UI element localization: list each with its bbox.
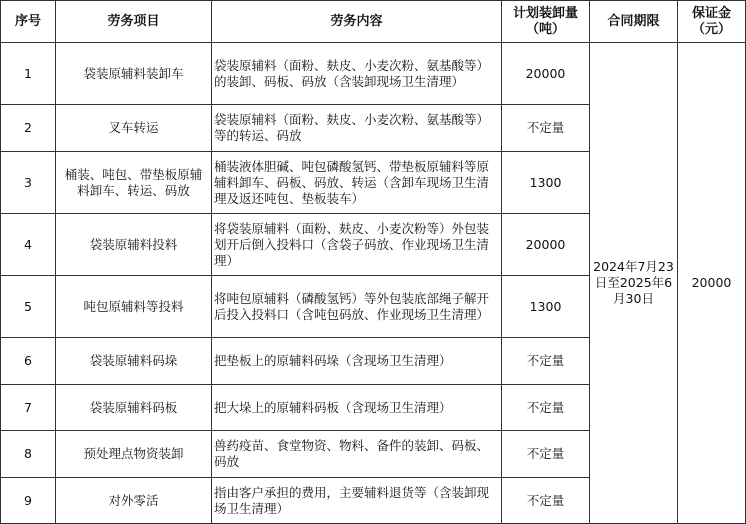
cell-seq: 9: [1, 478, 56, 524]
cell-volume: 不定量: [502, 105, 590, 152]
cell-deposit: 20000: [678, 43, 746, 524]
cell-seq: 5: [1, 276, 56, 338]
cell-item: 叉车转运: [56, 105, 212, 152]
cell-content: 指由客户承担的费用，主要辅料退货等（含装卸现场卫生清理）: [212, 478, 502, 524]
cell-volume: 20000: [502, 43, 590, 105]
cell-item: 袋装原辅料码垛: [56, 338, 212, 385]
cell-seq: 2: [1, 105, 56, 152]
cell-content: 袋装原辅料（面粉、麸皮、小麦次粉、氨基酸等）等的转运、码放: [212, 105, 502, 152]
cell-content: 袋装原辅料（面粉、麸皮、小麦次粉、氨基酸等）的装卸、码板、码放（含装卸现场卫生清理）: [212, 43, 502, 105]
cell-content: 将吨包原辅料（磷酸氢钙）等外包装底部绳子解开后投入投料口（含吨包码放、作业现场卫生清理）: [212, 276, 502, 338]
cell-volume: 不定量: [502, 385, 590, 431]
header-volume: [502, 1, 590, 43]
cell-item: 吨包原辅料等投料: [56, 276, 212, 338]
header-period: 合同期限: [590, 1, 678, 43]
header-volume-line1: 计划装卸量: [512, 5, 578, 21]
cell-item: 预处理点物资装卸: [56, 431, 212, 478]
cell-seq: 3: [1, 152, 56, 214]
cell-seq: 1: [1, 43, 56, 105]
cell-item: 袋装原辅料投料: [56, 214, 212, 276]
cell-seq: 8: [1, 431, 56, 478]
cell-seq: 4: [1, 214, 56, 276]
cell-volume: 1300: [502, 152, 590, 214]
cell-volume: 不定量: [502, 478, 590, 524]
cell-item: 桶装、吨包、带垫板原辅料卸车、转运、码放: [56, 152, 212, 214]
cell-volume: 不定量: [502, 431, 590, 478]
table-row: [1, 43, 746, 105]
cell-content: 将袋装原辅料（面粉、麸皮、小麦次粉等）外包装划开后倒入投料口（含袋子码放、作业现场卫生清理）: [212, 214, 502, 276]
header-deposit-line2: （元）: [691, 21, 731, 37]
cell-item: 对外零活: [56, 478, 212, 524]
header-deposit: [678, 1, 746, 43]
cell-content: 把垫板上的原辅料码垛（含现场卫生清理）: [212, 338, 502, 385]
header-row: [1, 1, 746, 43]
header-item: 劳务项目: [56, 1, 212, 43]
cell-volume: 不定量: [502, 338, 590, 385]
cell-content: 兽药疫苗、食堂物资、物料、备件的装卸、码板、码放: [212, 431, 502, 478]
cell-volume: 1300: [502, 276, 590, 338]
header-volume-line2: （吨）: [525, 21, 565, 37]
cell-item: 袋装原辅料装卸车: [56, 43, 212, 105]
cell-seq: 7: [1, 385, 56, 431]
cell-volume: 20000: [502, 214, 590, 276]
cell-period: 2024年7月23日至2025年6月30日: [590, 43, 678, 524]
cell-content: 把大垛上的原辅料码板（含现场卫生清理）: [212, 385, 502, 431]
header-seq: 序号: [1, 1, 56, 43]
header-deposit-line1: 保证金: [691, 5, 731, 21]
cell-seq: 6: [1, 338, 56, 385]
cell-content: 桶装液体胆碱、吨包磷酸氢钙、带垫板原辅料等原辅料卸车、码板、码放、转运（含卸车现场卫生清理及返还吨包、垫板装车）: [212, 152, 502, 214]
header-content: 劳务内容: [212, 1, 502, 43]
cell-item: 袋装原辅料码板: [56, 385, 212, 431]
